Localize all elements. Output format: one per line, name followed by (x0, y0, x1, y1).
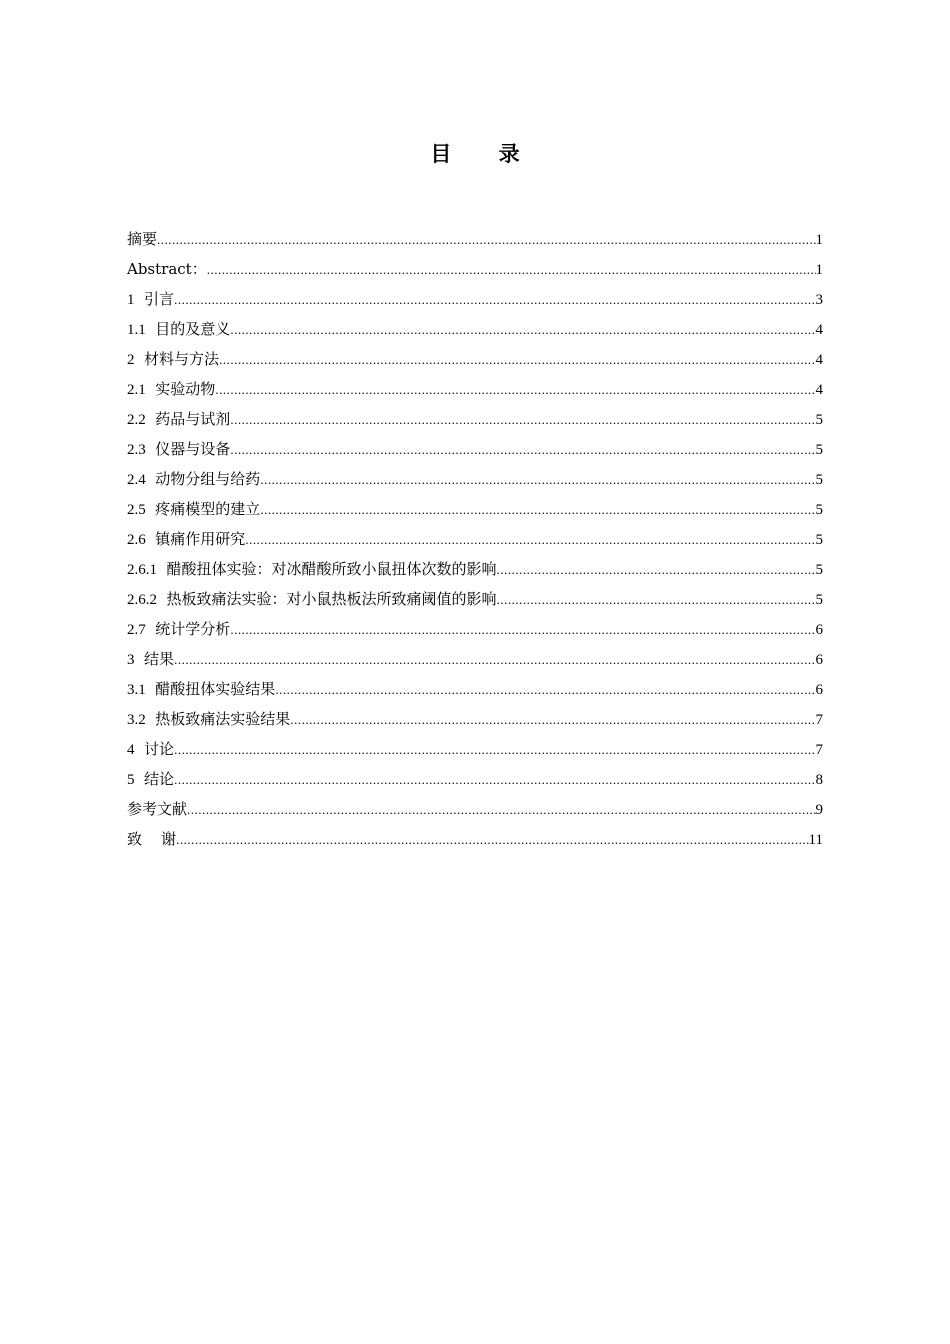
toc-entry-heading (127, 524, 245, 554)
toc-entry[interactable] (127, 344, 823, 374)
toc-entry-text: Abstract： (127, 260, 207, 278)
toc-entry-text: 讨论 (144, 740, 175, 758)
toc-dot-leader (174, 645, 815, 674)
toc-dot-leader (174, 735, 815, 764)
toc-entry-heading (127, 434, 230, 464)
toc-entry[interactable] (127, 824, 823, 854)
toc-entry-page-number: 6 (815, 622, 823, 638)
toc-entry[interactable] (127, 434, 823, 464)
toc-entry-text: 结果 (144, 650, 175, 668)
toc-dot-leader (219, 345, 815, 374)
toc-entry[interactable] (127, 224, 823, 254)
toc-entry-heading (127, 464, 260, 494)
toc-entry-text: 统计学分析 (155, 620, 231, 638)
toc-dot-leader (230, 435, 815, 464)
toc-entry-page-number: 11 (808, 832, 823, 848)
toc-entry-number: 2.7 (127, 622, 146, 638)
toc-entry-number: 1 (127, 292, 135, 308)
toc-entry-page-number: 4 (815, 322, 823, 338)
toc-entry-text: 动物分组与给药 (155, 470, 261, 488)
toc-entry-heading (127, 404, 230, 434)
toc-entry-heading (127, 824, 176, 854)
toc-entry[interactable] (127, 734, 823, 764)
toc-entry-text: 热板致痛法实验结果 (155, 710, 291, 728)
toc-entry-heading (127, 284, 174, 314)
toc-entry-page-number: 5 (815, 562, 823, 578)
toc-entry-heading (127, 704, 290, 734)
toc-entry-number: 1.1 (127, 322, 146, 338)
table-of-contents (127, 224, 823, 854)
toc-entry-text: 仪器与设备 (155, 440, 231, 458)
toc-entry-heading (127, 494, 260, 524)
toc-dot-leader (260, 495, 815, 524)
toc-entry-text: 药品与试剂 (155, 410, 231, 428)
toc-entry-heading (127, 254, 207, 284)
toc-entry-page-number: 7 (815, 742, 823, 758)
toc-entry-page-number: 7 (815, 712, 823, 728)
toc-entry-page-number: 6 (815, 652, 823, 668)
toc-entry-text: 引言 (144, 290, 175, 308)
toc-entry[interactable] (127, 584, 823, 614)
toc-entry-page-number: 1 (815, 262, 823, 278)
toc-dot-leader (230, 315, 815, 344)
toc-entry-text: 参考文献 (127, 800, 188, 818)
toc-entry-number: 3.1 (127, 682, 146, 698)
toc-entry[interactable] (127, 794, 823, 824)
toc-entry-page-number: 5 (815, 592, 823, 608)
toc-entry-page-number: 5 (815, 472, 823, 488)
toc-entry-number: 2 (127, 352, 135, 368)
toc-entry[interactable] (127, 704, 823, 734)
toc-entry-number: 4 (127, 742, 135, 758)
toc-entry[interactable] (127, 314, 823, 344)
toc-dot-leader (260, 465, 815, 494)
toc-dot-leader (290, 705, 815, 734)
toc-entry-number: 2.6.1 (127, 562, 157, 578)
toc-entry-text: 致 谢 (127, 830, 177, 848)
toc-entry[interactable] (127, 644, 823, 674)
toc-entry-page-number: 9 (815, 802, 823, 818)
toc-dot-leader (215, 375, 815, 404)
toc-entry-text: 目的及意义 (155, 320, 231, 338)
toc-dot-leader (230, 405, 815, 434)
toc-entry[interactable] (127, 524, 823, 554)
toc-title: 目 录 (430, 142, 540, 166)
toc-entry-page-number: 5 (815, 532, 823, 548)
toc-entry-text: 材料与方法 (144, 350, 220, 368)
toc-entry-heading (127, 794, 187, 824)
toc-entry-heading (127, 674, 275, 704)
toc-entry-number: 5 (127, 772, 135, 788)
toc-entry-number: 3.2 (127, 712, 146, 728)
toc-entry-page-number: 5 (815, 442, 823, 458)
toc-entry-number: 2.2 (127, 412, 146, 428)
toc-entry[interactable] (127, 614, 823, 644)
toc-entry-text: 醋酸扭体实验：对冰醋酸所致小鼠扭体次数的影响 (166, 560, 497, 578)
toc-entry-text: 摘要 (127, 230, 158, 248)
toc-entry-text: 实验动物 (155, 380, 216, 398)
toc-entry-text: 疼痛模型的建立 (155, 500, 261, 518)
toc-dot-leader (207, 255, 816, 284)
toc-entry[interactable] (127, 374, 823, 404)
toc-entry-number: 3 (127, 652, 135, 668)
toc-entry-heading (127, 584, 497, 614)
toc-entry[interactable] (127, 674, 823, 704)
toc-entry-page-number: 5 (815, 502, 823, 518)
toc-entry[interactable] (127, 554, 823, 584)
toc-entry-page-number: 4 (815, 352, 823, 368)
toc-entry-number: 2.4 (127, 472, 146, 488)
toc-entry-heading (127, 374, 215, 404)
toc-entry-page-number: 5 (815, 412, 823, 428)
toc-dot-leader (174, 285, 815, 314)
toc-entry-text: 镇痛作用研究 (155, 530, 246, 548)
toc-entry-page-number: 6 (815, 682, 823, 698)
toc-entry-heading (127, 614, 230, 644)
toc-entry-page-number: 8 (815, 772, 823, 788)
toc-dot-leader (497, 555, 816, 584)
toc-entry[interactable] (127, 284, 823, 314)
toc-dot-leader (176, 825, 808, 854)
toc-entry-heading (127, 314, 230, 344)
toc-entry-number: 2.1 (127, 382, 146, 398)
toc-dot-leader (230, 615, 815, 644)
toc-entry-heading (127, 344, 219, 374)
toc-entry-page-number: 1 (815, 232, 823, 248)
toc-dot-leader (157, 225, 815, 254)
toc-entry-heading (127, 644, 174, 674)
toc-entry-number: 2.6 (127, 532, 146, 548)
toc-entry-number: 2.3 (127, 442, 146, 458)
toc-entry[interactable] (127, 254, 823, 284)
toc-entry-heading (127, 764, 174, 794)
toc-entry-page-number: 4 (815, 382, 823, 398)
toc-dot-leader (275, 675, 815, 704)
toc-entry-number: 2.5 (127, 502, 146, 518)
toc-dot-leader (187, 795, 815, 824)
toc-entry-heading (127, 734, 174, 764)
toc-entry-page-number: 3 (815, 292, 823, 308)
toc-dot-leader (245, 525, 815, 554)
toc-dot-leader (497, 585, 816, 614)
toc-entry-number: 2.6.2 (127, 592, 157, 608)
toc-entry-text: 热板致痛法实验：对小鼠热板法所致痛阈值的影响 (166, 590, 497, 608)
toc-entry[interactable] (127, 464, 823, 494)
toc-entry-heading (127, 554, 497, 584)
toc-entry[interactable] (127, 764, 823, 794)
toc-entry-text: 结论 (144, 770, 175, 788)
toc-entry[interactable] (127, 494, 823, 524)
toc-dot-leader (174, 765, 815, 794)
toc-entry-heading (127, 224, 157, 254)
toc-entry[interactable] (127, 404, 823, 434)
toc-entry-text: 醋酸扭体实验结果 (155, 680, 276, 698)
